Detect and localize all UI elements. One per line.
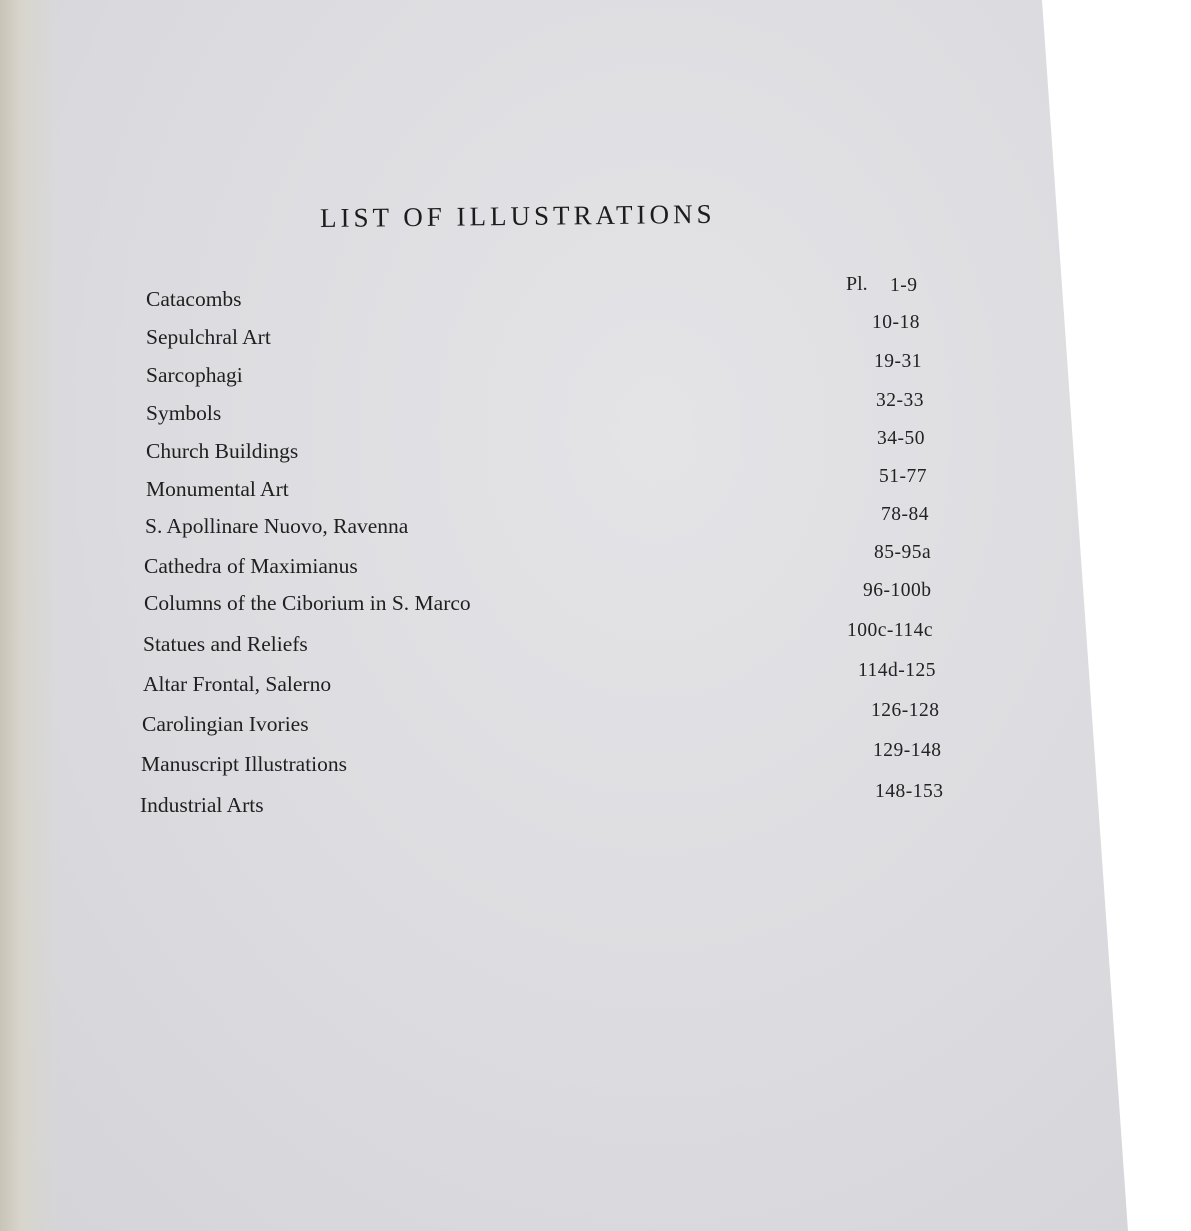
entry-range: 126-128 xyxy=(871,700,940,721)
entry-label: Church Buildings xyxy=(146,439,299,463)
entry-label: Cathedra of Maximianus xyxy=(144,554,358,578)
entry-label: Columns of the Ciborium in S. Marco xyxy=(144,591,471,615)
entry-label: Industrial Arts xyxy=(140,793,264,817)
entry-label: Manuscript Illustrations xyxy=(141,752,348,776)
entry-label: Sepulchral Art xyxy=(146,325,271,349)
entry-range: 19-31 xyxy=(874,351,922,372)
entry-label: Symbols xyxy=(146,401,222,425)
entry-range: 10-18 xyxy=(872,312,920,333)
page-title: LIST OF ILLUSTRATIONS xyxy=(319,198,716,233)
entry-label: Statues and Reliefs xyxy=(143,632,308,656)
entry-range: 1-9 xyxy=(890,275,918,296)
entry-label: Altar Frontal, Salerno xyxy=(143,672,332,696)
entry-range: 100c-114c xyxy=(847,620,934,641)
binding-gutter xyxy=(0,0,60,1231)
entry-label: Carolingian Ivories xyxy=(142,712,309,736)
entry-range: 96-100b xyxy=(863,580,932,601)
entry-label: Catacombs xyxy=(146,287,242,311)
entry-range: 148-153 xyxy=(875,781,944,802)
entry-range: 114d-125 xyxy=(858,660,937,681)
entry-range: 34-50 xyxy=(877,428,925,449)
entry-range: 129-148 xyxy=(873,740,942,761)
entry-label: S. Apollinare Nuovo, Ravenna xyxy=(145,514,409,538)
entry-label: Sarcophagi xyxy=(146,363,243,387)
entry-range: 85-95a xyxy=(874,542,932,563)
entry-range: 78-84 xyxy=(881,504,929,525)
entry-label: Monumental Art xyxy=(146,477,289,501)
plate-prefix: Pl. xyxy=(846,273,868,295)
entry-range: 32-33 xyxy=(876,390,924,411)
entry-range: 51-77 xyxy=(879,466,927,487)
